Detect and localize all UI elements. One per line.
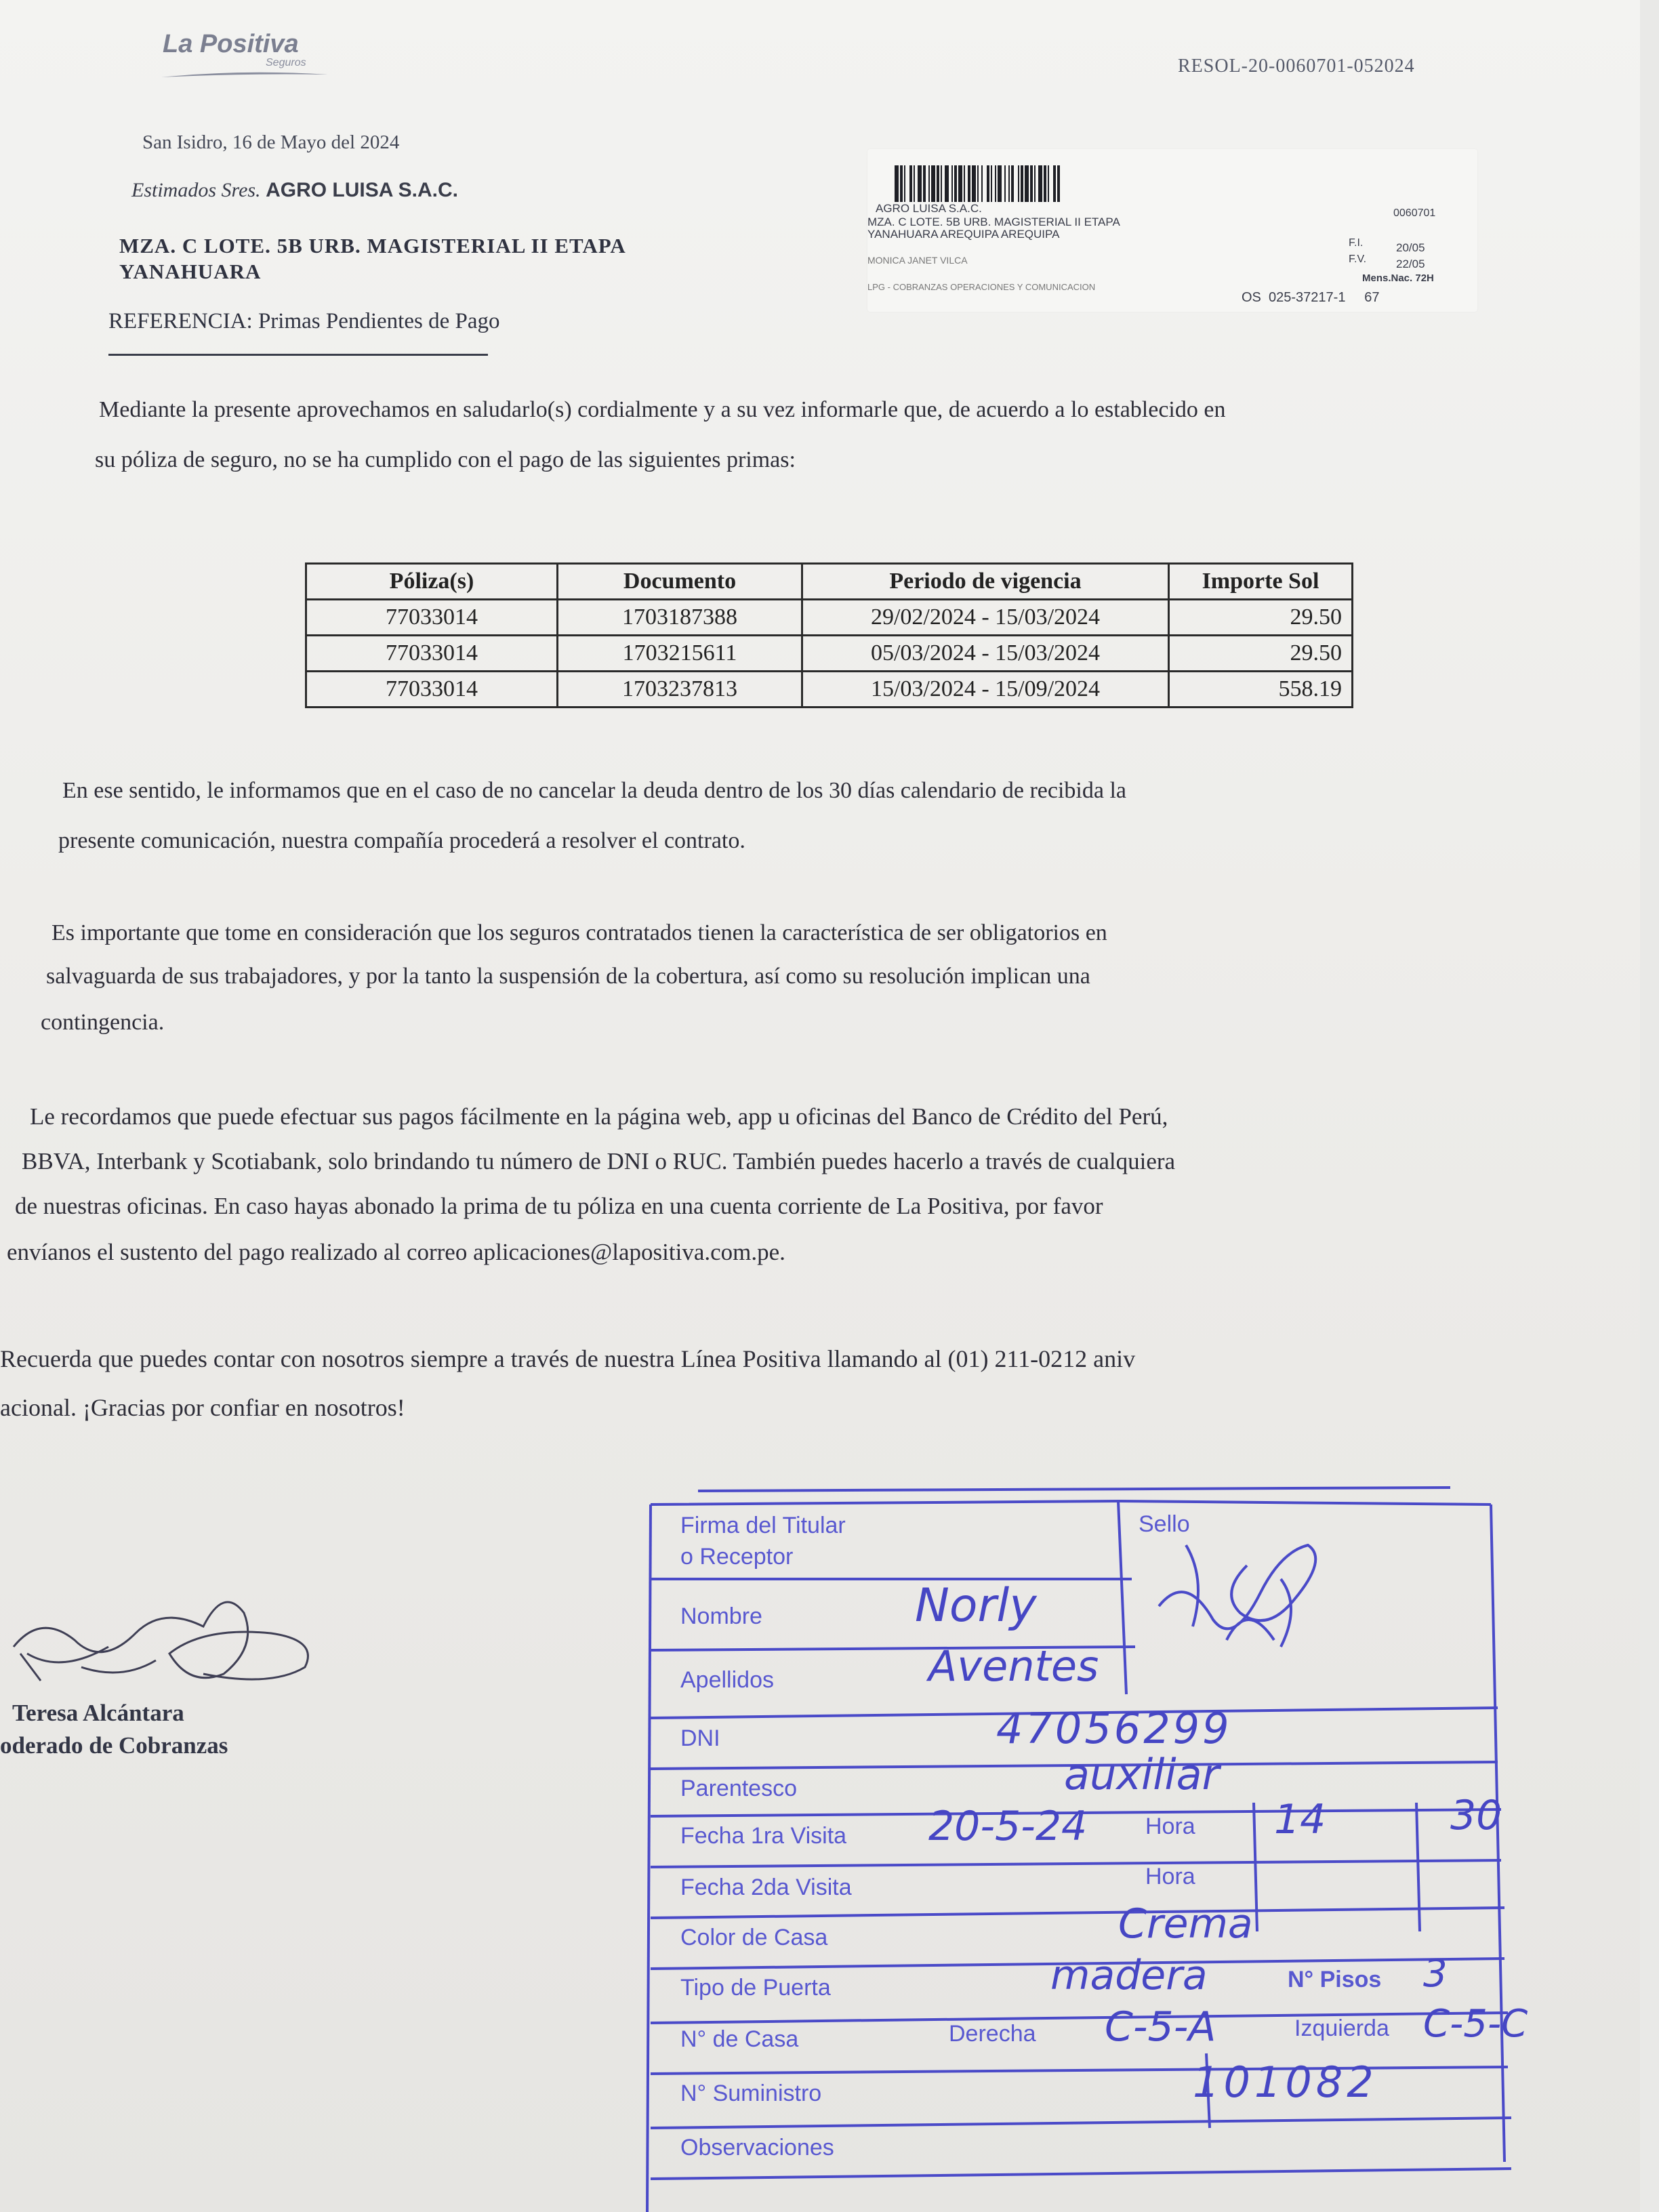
table-row bbox=[306, 600, 1353, 636]
header-documento: Documento bbox=[558, 564, 802, 600]
cell-poliza: 77033014 bbox=[306, 672, 558, 708]
greeting-prefix: Estimados Sres. bbox=[131, 179, 261, 201]
parentesco-label: Parentesco bbox=[680, 1776, 797, 1801]
cell-documento: 1703215611 bbox=[558, 636, 802, 672]
nombre-label: Nombre bbox=[680, 1603, 762, 1629]
recipient-address bbox=[119, 233, 626, 285]
label-person: MONICA JANET VILCA bbox=[867, 255, 968, 266]
parentesco-value: auxiliar bbox=[1064, 1750, 1220, 1799]
address-line-1: MZA. C LOTE. 5B URB. MAGISTERIAL II ETAPA bbox=[119, 234, 626, 258]
label-addr-1: MZA. C LOTE. 5B URB. MAGISTERIAL II ETAPA bbox=[867, 216, 1120, 228]
suministro-label: N° Suministro bbox=[680, 2081, 822, 2106]
intro-line-1: Mediante la presente aprovechamos en saludarlo(s) cordialmente y a su vez informarle que, de acuerdo a lo establecido en bbox=[99, 397, 1226, 422]
letter-date: San Isidro, 16 de Mayo del 2024 bbox=[142, 131, 400, 153]
label-os-num: 67 bbox=[1364, 290, 1380, 305]
firma-label-2: o Receptor bbox=[680, 1544, 794, 1570]
cell-documento: 1703237813 bbox=[558, 672, 802, 708]
table-header-row bbox=[306, 564, 1353, 600]
signer-title: oderado de Cobranzas bbox=[0, 1732, 228, 1759]
barcode-icon bbox=[895, 165, 1233, 202]
signer-name: Teresa Alcántara bbox=[12, 1700, 184, 1726]
fecha2-label: Fecha 2da Visita bbox=[680, 1875, 852, 1900]
tipo-value: madera bbox=[1050, 1952, 1208, 1999]
p3-line-2: salvaguarda de sus trabajadores, y por la tanto la suspensión de la cobertura, así como su resolución implican una bbox=[46, 964, 1090, 989]
label-fv-value: 22/05 bbox=[1396, 258, 1425, 270]
p3-line-1: Es importante que tome en consideración que los seguros contratados tienen la característica de ser obligatorios en bbox=[52, 920, 1107, 945]
primas-table bbox=[305, 562, 1353, 708]
cell-periodo: 15/03/2024 - 15/09/2024 bbox=[802, 672, 1169, 708]
label-fi-value: 20/05 bbox=[1396, 241, 1425, 254]
label-code: 0060701 bbox=[1393, 207, 1436, 219]
p4-line-2: BBVA, Interbank y Scotiabank, solo brindando tu número de DNI o RUC. También puedes hacerlo a través de cualquiera bbox=[22, 1148, 1176, 1174]
cell-poliza: 77033014 bbox=[306, 600, 558, 636]
label-mens: Mens.Nac. 72H bbox=[1362, 272, 1434, 284]
label-fi-label: F.I. bbox=[1349, 237, 1364, 249]
sello-signature-icon bbox=[1145, 1518, 1335, 1674]
dni-label: DNI bbox=[680, 1725, 720, 1751]
header-periodo: Periodo de vigencia bbox=[802, 564, 1169, 600]
dni-value: 47056299 bbox=[996, 1704, 1232, 1753]
observaciones-label: Observaciones bbox=[680, 2135, 834, 2160]
label-name: AGRO LUISA S.A.C. bbox=[876, 202, 982, 215]
hora-hour-value: 14 bbox=[1274, 1796, 1326, 1843]
p2-line-2: presente comunicación, nuestra compañía procederá a resolver el contrato. bbox=[58, 828, 745, 853]
label-dept: LPG - COBRANZAS OPERACIONES Y COMUNICACION bbox=[867, 282, 1096, 292]
pisos-label: N° Pisos bbox=[1288, 1967, 1382, 1992]
p3-line-3: contingencia. bbox=[41, 1010, 165, 1035]
reference-underline bbox=[108, 354, 488, 356]
hora2-label: Hora bbox=[1145, 1864, 1195, 1889]
label-os-label: OS bbox=[1242, 290, 1261, 305]
resolution-code: RESOL-20-0060701-052024 bbox=[1178, 56, 1415, 77]
pisos-value: 3 bbox=[1423, 1952, 1448, 1996]
sello-label: Sello bbox=[1139, 1511, 1190, 1537]
p4-line-3: de nuestras oficinas. En caso hayas abonado la prima de tu póliza en una cuenta corriente de La Positiva, por favor bbox=[15, 1193, 1103, 1219]
fecha1-label: Fecha 1ra Visita bbox=[680, 1823, 847, 1849]
suministro-value: 101082 bbox=[1193, 2057, 1378, 2107]
cell-documento: 1703187388 bbox=[558, 600, 802, 636]
cell-importe: 558.19 bbox=[1169, 672, 1353, 708]
label-fv-label: F.V. bbox=[1349, 253, 1367, 265]
izquierda-value: C-5-C bbox=[1423, 2002, 1528, 2046]
color-value: Crema bbox=[1118, 1900, 1253, 1948]
header-importe: Importe Sol bbox=[1169, 564, 1353, 600]
ncasa-label: N° de Casa bbox=[680, 2026, 799, 2052]
greeting-company: AGRO LUISA S.A.C. bbox=[266, 179, 458, 201]
label-os-value: 025-37217-1 bbox=[1269, 290, 1346, 305]
reference-text: Primas Pendientes de Pago bbox=[258, 309, 500, 333]
logo-subtitle: Seguros bbox=[266, 57, 306, 68]
derecha-value: C-5-A bbox=[1105, 2003, 1216, 2051]
p5-line-1: Recuerda que puedes contar con nosotros siempre a través de nuestra Línea Positiva llamando al (01) 211-0212 aniv bbox=[0, 1345, 1136, 1372]
color-label: Color de Casa bbox=[680, 1925, 828, 1950]
cell-importe: 29.50 bbox=[1169, 636, 1353, 672]
cell-poliza: 77033014 bbox=[306, 636, 558, 672]
nombre-value: Norly bbox=[915, 1579, 1037, 1633]
table-row bbox=[306, 672, 1353, 708]
izquierda-label: Izquierda bbox=[1294, 2015, 1389, 2041]
header-poliza: Póliza(s) bbox=[306, 564, 558, 600]
logo-swoosh-icon bbox=[160, 70, 329, 80]
mail-label bbox=[867, 149, 1477, 312]
greeting bbox=[131, 179, 458, 202]
derecha-label: Derecha bbox=[949, 2021, 1036, 2047]
label-os bbox=[1242, 290, 1380, 306]
cell-periodo: 29/02/2024 - 15/03/2024 bbox=[802, 600, 1169, 636]
reference-label: REFERENCIA: bbox=[108, 309, 253, 333]
reference bbox=[108, 309, 499, 334]
p4-line-1: Le recordamos que puede efectuar sus pagos fácilmente en la página web, app u oficinas del Banco de Crédito del Perú, bbox=[30, 1103, 1168, 1130]
fecha1-value: 20-5-24 bbox=[928, 1803, 1088, 1850]
apellidos-value: Aventes bbox=[928, 1641, 1099, 1691]
apellidos-label: Apellidos bbox=[680, 1667, 774, 1693]
address-line-2: YANAHUARA bbox=[119, 260, 262, 283]
cell-periodo: 05/03/2024 - 15/03/2024 bbox=[802, 636, 1169, 672]
la-positiva-logo: La Positiva bbox=[163, 30, 299, 58]
hora-minute-value: 30 bbox=[1450, 1792, 1502, 1839]
p4-line-4: envíanos el sustento del pago realizado al correo aplicaciones@lapositiva.com.pe. bbox=[7, 1239, 785, 1265]
firma-label-1: Firma del Titular bbox=[680, 1513, 846, 1538]
delivery-stamp bbox=[644, 1484, 1593, 2212]
hora1-label: Hora bbox=[1145, 1814, 1195, 1839]
p2-line-1: En ese sentido, le informamos que en el caso de no cancelar la deuda dentro de los 30 días calendario de recibida la bbox=[62, 778, 1126, 803]
cell-importe: 29.50 bbox=[1169, 600, 1353, 636]
signature-icon bbox=[0, 1572, 339, 1701]
table-row bbox=[306, 636, 1353, 672]
label-addr-2: YANAHUARA AREQUIPA AREQUIPA bbox=[867, 228, 1060, 241]
p5-line-2: acional. ¡Gracias por confiar en nosotros! bbox=[0, 1394, 405, 1421]
intro-line-2: su póliza de seguro, no se ha cumplido con el pago de las siguientes primas: bbox=[95, 447, 796, 472]
tipo-label: Tipo de Puerta bbox=[680, 1975, 831, 2001]
